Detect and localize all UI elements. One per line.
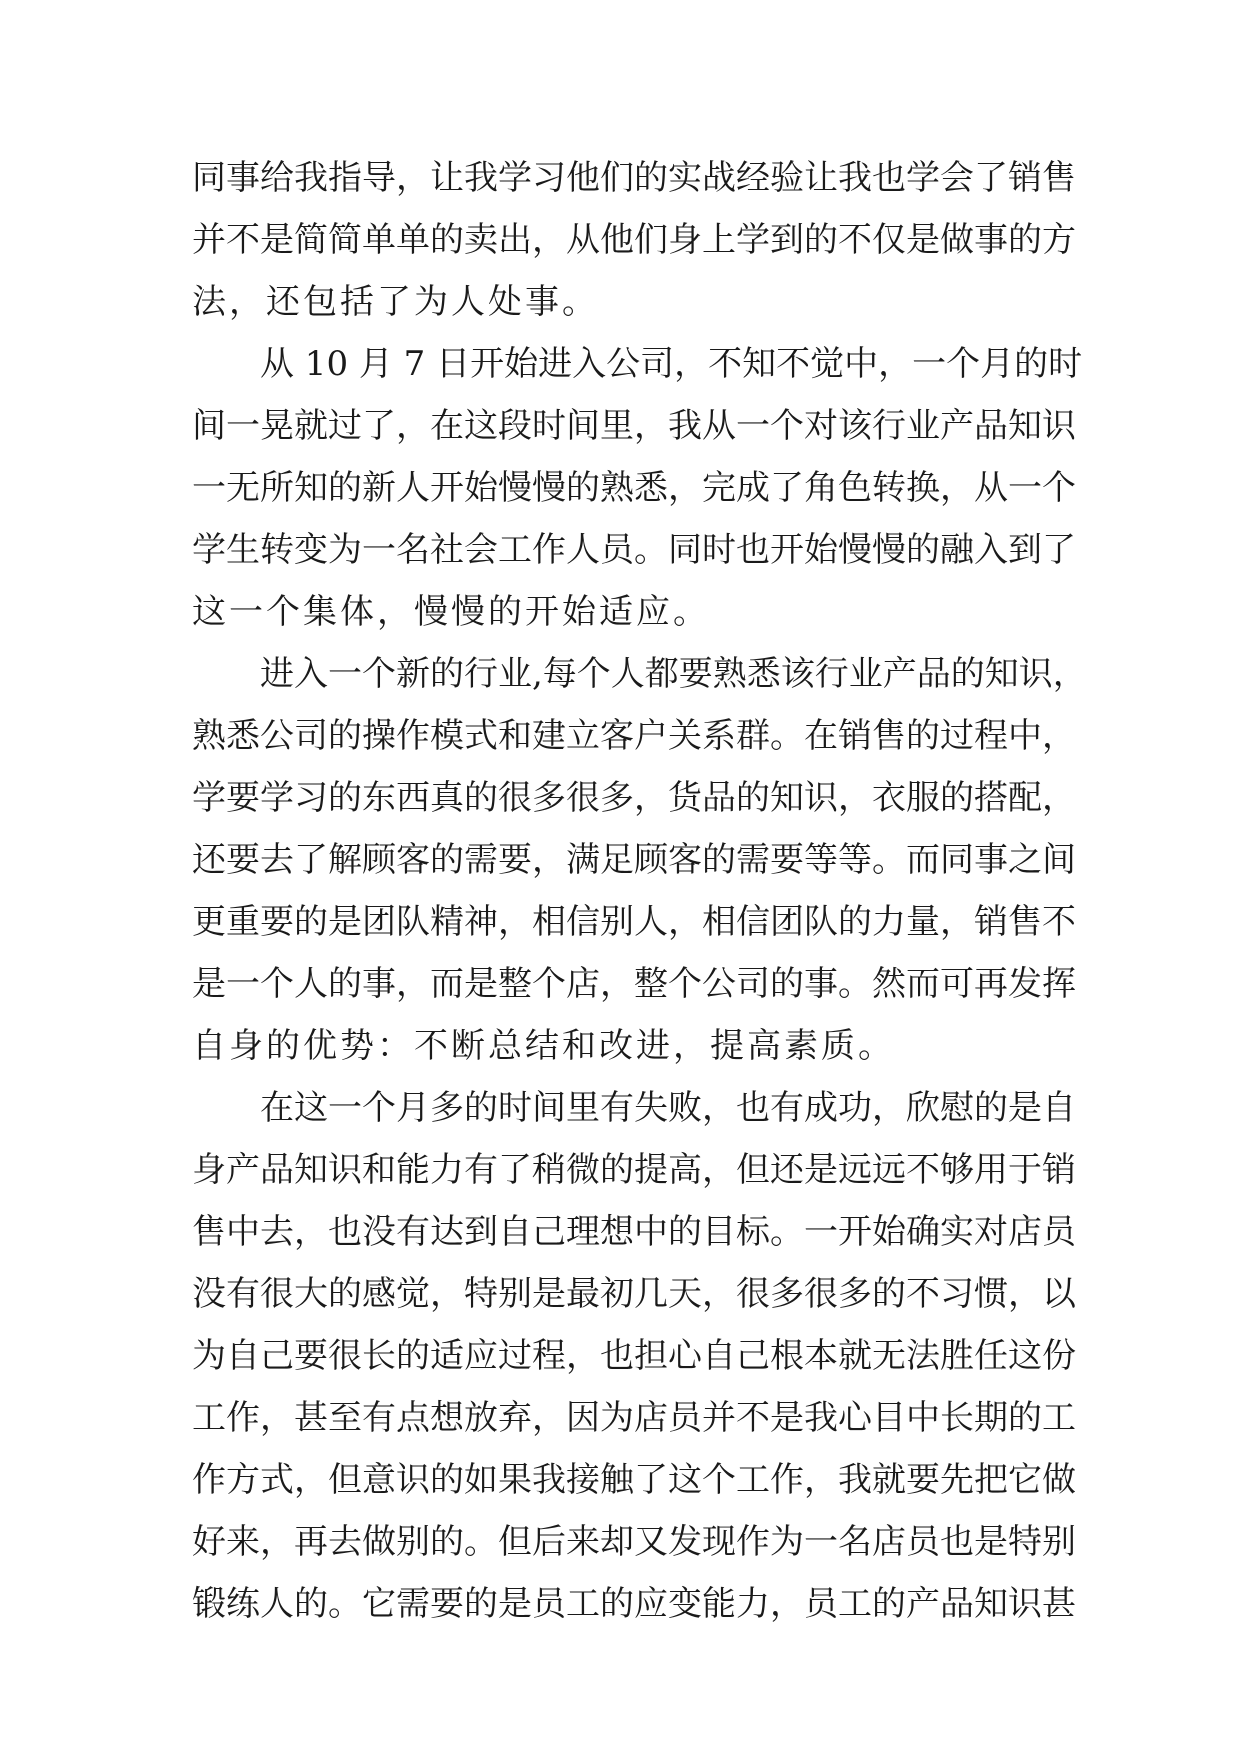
- text-line: 是一个人的事，而是整个店，整个公司的事。然而可再发挥: [192, 964, 1076, 1004]
- text-line: 自身的优势：不断总结和改进，提高素质。: [192, 1026, 895, 1066]
- text-line: 还要去了解顾客的需要，满足顾客的需要等等。而同事之间: [192, 840, 1076, 880]
- body-text: [192, 147, 1087, 1635]
- text-line: 没有很大的感觉，特别是最初几天，很多很多的不习惯，以: [192, 1274, 1076, 1314]
- text-line: 售中去，也没有达到自己理想中的目标。一开始确实对店员: [192, 1212, 1076, 1252]
- text-line: 法，还包括了为人处事。: [192, 282, 599, 322]
- text-line: 学生转变为一名社会工作人员。同时也开始慢慢的融入到了: [192, 530, 1076, 570]
- text-line: 间一晃就过了，在这段时间里，我从一个对该行业产品知识: [192, 406, 1076, 446]
- text-line: 作方式，但意识的如果我接触了这个工作，我就要先把它做: [192, 1460, 1076, 1500]
- text-line: 更重要的是团队精神，相信别人，相信团队的力量，销售不: [192, 902, 1076, 942]
- text-line: 好来，再去做别的。但后来却又发现作为一名店员也是特别: [192, 1522, 1076, 1562]
- text-line: 同事给我指导，让我学习他们的实战经验让我也学会了销售: [192, 158, 1076, 198]
- text-line: 在这一个月多的时间里有失败，也有成功，欣慰的是自: [260, 1088, 1076, 1128]
- text-line: 并不是简简单单的卖出，从他们身上学到的不仅是做事的方: [192, 220, 1076, 260]
- text-line: 锻练人的。它需要的是员工的应变能力，员工的产品知识甚: [192, 1584, 1076, 1624]
- text-line: 一无所知的新人开始慢慢的熟悉，完成了角色转换，从一个: [192, 468, 1076, 508]
- text-line: 为自己要很长的适应过程，也担心自己根本就无法胜任这份: [192, 1336, 1076, 1376]
- text-line: 从 10 月 7 日开始进入公司，不知不觉中，一个月的时: [260, 344, 1083, 384]
- text-line: 进入一个新的行业,每个人都要熟悉该行业产品的知识，: [260, 654, 1087, 694]
- text-line: 熟悉公司的操作模式和建立客户关系群。在销售的过程中，: [192, 716, 1076, 756]
- text-line: 工作，甚至有点想放弃，因为店员并不是我心目中长期的工: [192, 1398, 1076, 1438]
- text-line: 这一个集体，慢慢的开始适应。: [192, 592, 710, 632]
- text-line: 身产品知识和能力有了稍微的提高，但还是远远不够用于销: [192, 1150, 1076, 1190]
- text-line: 学要学习的东西真的很多很多，货品的知识，衣服的搭配，: [192, 778, 1076, 818]
